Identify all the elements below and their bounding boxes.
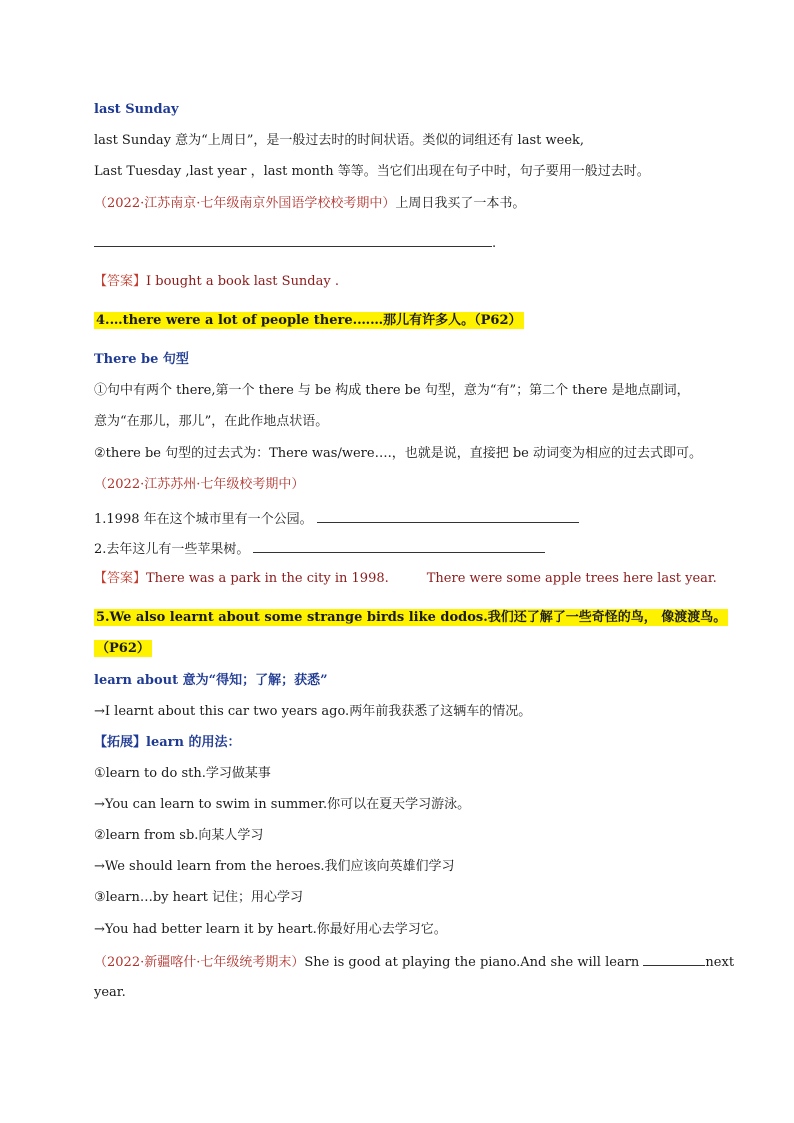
question-line — [94, 538, 545, 560]
usage-line: ②learn from sb.向某人学习 — [94, 828, 264, 843]
example-line: →You can learn to swim in summer.你可以在夏天学习游泳。 — [94, 797, 471, 812]
highlighted-title-page: （P62） — [96, 641, 150, 656]
example-line: →I learnt about this car two years ago.两年前我获悉了这辆车的情况。 — [94, 704, 532, 719]
answer-line — [94, 569, 717, 589]
answer-blank[interactable] — [317, 508, 579, 523]
section-heading-last-sunday: last Sunday — [94, 102, 179, 117]
answer-label: 【答案】 — [94, 571, 147, 586]
explanation-line: last Sunday 意为“上周日”，是一般过去时的时间状语。类似的词组还有 last week, — [94, 133, 585, 148]
section-title-4 — [94, 311, 524, 331]
answer-text-1: There was a park in the city in 1998. — [146, 571, 389, 586]
section-heading-learn-about: learn about 意为“得知；了解；获悉” — [94, 673, 328, 688]
explanation-line: ②there be 句型的过去式为：There was/were….，也就是说，直接把 be 动词变为相应的过去式即可。 — [94, 446, 702, 461]
question-source: （2022·江苏苏州·七年级校考期中） — [94, 477, 305, 492]
usage-line: ③learn…by heart 记住；用心学习 — [94, 890, 304, 905]
answer-label: 【答案】 — [94, 274, 147, 289]
highlighted-title: 4.…there were a lot of people there.……那儿有许多人。（P62） — [96, 313, 522, 328]
explanation-line: 意为“在那儿，那儿”，在此作地点状语。 — [94, 414, 329, 429]
question-text-next: next — [705, 955, 735, 970]
answer-blank[interactable] — [94, 232, 492, 247]
extension-line — [94, 733, 240, 753]
question-text: She is good at playing the piano.And she will learn — [304, 955, 644, 970]
section-title-5 — [94, 608, 728, 628]
example-line: →You had better learn it by heart.你最好用心去学习它。 — [94, 922, 447, 937]
question-source: （2022·江苏南京·七年级南京外国语学校校考期中） — [94, 196, 396, 211]
extension-text: learn 的用法： — [146, 735, 241, 750]
section-heading-there-be: There be 句型 — [94, 352, 189, 367]
question-text: 2.去年这儿有一些苹果树。 — [94, 542, 250, 557]
answer-text: I bought a book last Sunday . — [146, 274, 339, 289]
blank-end: . — [492, 236, 497, 251]
answer-blank-line — [94, 232, 496, 254]
question-line — [94, 951, 734, 973]
example-line: →We should learn from the heroes.我们应该向英雄们学习 — [94, 859, 455, 874]
question-line — [94, 194, 525, 214]
explanation-line: ①句中有两个 there,第一个 there 与 be 构成 there be 句型，意为“有”；第二个 there 是地点副词， — [94, 383, 690, 398]
answer-blank[interactable] — [643, 951, 705, 966]
question-text: 上周日我买了一本书。 — [395, 196, 526, 211]
answer-blank[interactable] — [253, 538, 545, 553]
question-source: （2022·新疆喀什·七年级统考期末） — [94, 955, 305, 970]
highlighted-title: 5.We also learnt about some strange birds like dodos.我们还了解了一些奇怪的鸟， 像渡渡鸟。 — [96, 610, 727, 625]
question-line — [94, 508, 579, 530]
usage-line: ①learn to do sth.学习做某事 — [94, 766, 271, 781]
question-line-end: year. — [94, 985, 126, 1000]
question-text: 1.1998 年在这个城市里有一个公园。 — [94, 512, 313, 527]
explanation-line: Last Tuesday ,last year ，last month 等等。当它们出现在句子中时，句子要用一般过去时。 — [94, 164, 650, 179]
extension-label: 【拓展】 — [94, 735, 147, 750]
section-title-5-cont — [94, 639, 152, 659]
answer-line — [94, 272, 339, 292]
answer-text-2: There were some apple trees here last year. — [426, 571, 717, 586]
